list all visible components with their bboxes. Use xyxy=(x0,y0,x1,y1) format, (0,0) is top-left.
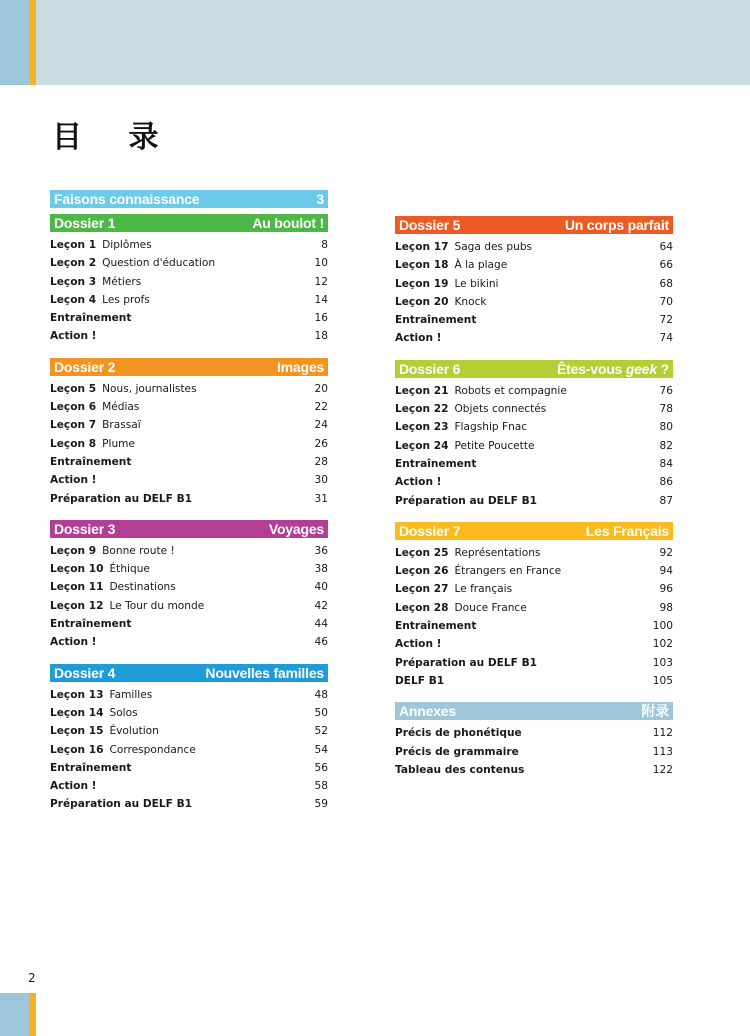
toc-entry[interactable] xyxy=(50,435,328,453)
dossier-theme: Au boulot ! xyxy=(252,215,324,231)
toc-entry-page: 28 xyxy=(314,455,328,468)
toc-entry-title xyxy=(50,236,152,254)
toc-entry-page: 8 xyxy=(321,239,328,251)
toc-entry[interactable] xyxy=(395,635,673,653)
toc-entry[interactable] xyxy=(395,437,673,455)
toc-entry-kind: Leçon 28 xyxy=(395,601,449,614)
toc-entry-title xyxy=(395,275,498,293)
dossier-theme-em: geek xyxy=(625,360,657,377)
toc-entry-page: 102 xyxy=(652,638,673,651)
toc-entry-title xyxy=(395,256,507,274)
toc-entry-kind: Action ! xyxy=(50,330,97,343)
toc-entry-kind: Leçon 27 xyxy=(395,583,449,596)
toc-entry-kind: Entraînement xyxy=(395,314,477,327)
toc-entry-name: Knock xyxy=(454,295,487,308)
toc-entry-name: Objets connectés xyxy=(454,403,547,416)
toc-entry-title xyxy=(50,704,138,722)
toc-entry-page: 54 xyxy=(314,743,328,756)
dossier-label: Dossier 5 xyxy=(399,217,461,233)
toc-entry-page: 44 xyxy=(314,618,328,631)
toc-entry-title xyxy=(395,400,546,418)
toc-rows xyxy=(395,544,673,690)
dossier-label: Dossier 4 xyxy=(54,664,116,681)
toc-entry-name: À la plage xyxy=(454,259,508,272)
toc-entry[interactable] xyxy=(50,380,328,398)
dossier-theme: Voyages xyxy=(268,520,324,537)
dossier-label: Dossier 6 xyxy=(399,360,461,377)
toc-entry-name: Métiers xyxy=(102,275,142,288)
toc-entry-kind: Entraînement xyxy=(50,455,132,468)
toc-entry-page: 92 xyxy=(659,546,673,559)
toc-entry-page: 105 xyxy=(652,674,673,687)
toc-entry-page: 48 xyxy=(314,688,328,701)
toc-entry-title xyxy=(50,380,197,398)
toc-entry-title xyxy=(50,309,131,327)
toc-entry[interactable] xyxy=(395,473,673,491)
toc-entry-title xyxy=(50,254,215,272)
toc-entry-title xyxy=(395,724,522,742)
toc-entry-name: Question d'éducation xyxy=(102,257,216,270)
toc-rows xyxy=(50,542,328,652)
toc-entry-title xyxy=(395,544,540,562)
toc-entry-title xyxy=(395,635,442,653)
toc-entry-page: 98 xyxy=(659,601,673,614)
toc-entry[interactable] xyxy=(395,743,673,761)
top-banner-blue-strip xyxy=(0,0,30,85)
toc-entry[interactable] xyxy=(50,741,328,759)
toc-entry-kind: Leçon 26 xyxy=(395,565,449,578)
toc-entry[interactable] xyxy=(395,599,673,617)
toc-entry-title xyxy=(395,580,512,598)
dossier-label: Dossier 7 xyxy=(399,522,461,539)
toc-entry-kind: Leçon 20 xyxy=(395,295,449,308)
page-title: 目 录 xyxy=(52,120,177,155)
toc-rows xyxy=(395,724,673,779)
toc-entry-title xyxy=(395,382,567,400)
toc-entry-kind: Leçon 24 xyxy=(395,439,449,452)
toc-entry-title xyxy=(50,578,176,596)
toc-rows xyxy=(395,382,673,510)
intro-page: 3 xyxy=(316,191,324,207)
dossier-theme: Images xyxy=(276,358,324,375)
toc-entry-title xyxy=(50,741,196,759)
toc-entry[interactable] xyxy=(50,254,328,272)
toc-entry[interactable] xyxy=(395,562,673,580)
toc-entry[interactable] xyxy=(395,418,673,436)
toc-entry-page: 38 xyxy=(314,563,328,576)
toc-entry-page: 72 xyxy=(659,314,673,327)
dossier-theme xyxy=(557,360,669,378)
toc-entry-kind: Préparation au DELF B1 xyxy=(395,494,538,507)
toc-entry-name: Représentations xyxy=(454,546,541,559)
toc-entry-page: 100 xyxy=(652,620,673,633)
toc-entry[interactable] xyxy=(395,329,673,347)
toc-entry-title xyxy=(50,435,135,453)
toc-entry-page: 22 xyxy=(314,401,328,414)
toc-left-column xyxy=(50,190,328,826)
dossier-section xyxy=(395,216,673,348)
toc-entry-kind: Action ! xyxy=(395,638,442,651)
toc-entry-name: Nous, journalistes xyxy=(102,382,197,395)
toc-entry-kind: Leçon 6 xyxy=(50,401,97,414)
toc-entry[interactable] xyxy=(395,580,673,598)
toc-entry-kind: Leçon 21 xyxy=(395,384,449,397)
toc-entry-kind: Préparation au DELF B1 xyxy=(50,798,193,811)
toc-rows xyxy=(50,236,328,346)
toc-entry-title xyxy=(50,416,141,434)
toc-entry-page: 10 xyxy=(314,257,328,270)
top-banner xyxy=(0,0,750,85)
toc-entry-page: 18 xyxy=(314,330,328,343)
toc-entry-name: Le bikini xyxy=(454,277,499,290)
toc-entry-page: 14 xyxy=(314,293,328,306)
toc-entry[interactable] xyxy=(395,238,673,256)
toc-entry-title xyxy=(395,492,537,510)
toc-entry-name: Étrangers en France xyxy=(454,565,562,578)
toc-entry-page: 36 xyxy=(314,544,328,557)
toc-entry-kind: Entraînement xyxy=(50,761,132,774)
toc-entry[interactable] xyxy=(395,311,673,329)
toc-entry-kind: Leçon 23 xyxy=(395,421,449,434)
toc-entry-page: 76 xyxy=(659,384,673,397)
toc-entry-title xyxy=(50,490,192,508)
toc-entry-page: 52 xyxy=(314,725,328,738)
toc-entry[interactable] xyxy=(50,633,328,651)
toc-entry-page: 26 xyxy=(314,437,328,450)
toc-entry-kind: Leçon 9 xyxy=(50,544,97,557)
toc-entry-page: 31 xyxy=(314,492,328,505)
toc-entry-page: 40 xyxy=(314,581,328,594)
toc-entry-kind: Leçon 7 xyxy=(50,419,97,432)
toc-entry-page: 70 xyxy=(659,295,673,308)
toc-entry-kind: Leçon 10 xyxy=(50,563,104,576)
toc-entry[interactable] xyxy=(50,542,328,560)
intro-section xyxy=(50,190,328,208)
toc-entry[interactable] xyxy=(395,724,673,742)
toc-entry-title xyxy=(50,633,97,651)
toc-entry[interactable] xyxy=(395,544,673,562)
toc-entry-page: 80 xyxy=(659,421,673,434)
dossier-theme-prefix: Êtes-vous xyxy=(557,360,626,377)
dossier-section xyxy=(50,664,328,814)
toc-entry-name: Bonne route ! xyxy=(102,544,175,557)
toc-entry-kind: Leçon 5 xyxy=(50,382,97,395)
dossier-label: Dossier 2 xyxy=(54,358,116,375)
toc-entry-name: Médias xyxy=(102,401,140,414)
toc-entry-kind: Action ! xyxy=(395,332,442,345)
toc-entry[interactable] xyxy=(50,704,328,722)
toc-entry-name: Petite Poucette xyxy=(454,439,535,452)
intro-label: Faisons connaissance xyxy=(54,191,200,207)
toc-entry[interactable] xyxy=(50,560,328,578)
toc-entry-page: 24 xyxy=(314,419,328,432)
toc-entry-kind: Leçon 17 xyxy=(395,241,449,253)
toc-entry-name: Correspondance xyxy=(109,743,196,756)
toc-entry[interactable] xyxy=(50,597,328,615)
toc-entry-page: 66 xyxy=(659,259,673,272)
toc-entry-kind: Leçon 18 xyxy=(395,259,449,272)
bottom-gold-strip xyxy=(30,993,36,1036)
toc-entry[interactable] xyxy=(395,275,673,293)
toc-entry[interactable] xyxy=(50,578,328,596)
toc-entry[interactable] xyxy=(50,777,328,795)
toc-entry-kind: Leçon 13 xyxy=(50,688,104,701)
toc-entry-page: 46 xyxy=(314,636,328,649)
toc-entry[interactable] xyxy=(395,654,673,672)
toc-entry-kind: Précis de grammaire xyxy=(395,745,519,758)
toc-entry[interactable] xyxy=(395,455,673,473)
dossier-section xyxy=(50,520,328,652)
toc-entry-title xyxy=(50,759,131,777)
toc-entry-title xyxy=(50,471,97,489)
toc-entry[interactable] xyxy=(50,795,328,813)
toc-entry-kind: Action ! xyxy=(50,474,97,487)
toc-entry[interactable] xyxy=(50,471,328,489)
bottom-blue-strip xyxy=(0,993,30,1036)
toc-entry-name: Flagship Fnac xyxy=(454,421,528,434)
toc-entry-page: 74 xyxy=(659,332,673,345)
toc-entry-title xyxy=(395,455,476,473)
dossier-header[interactable] xyxy=(395,702,673,720)
toc-entry-page: 94 xyxy=(659,565,673,578)
toc-entry-name: Plume xyxy=(102,437,135,450)
toc-entry-title xyxy=(50,453,131,471)
toc-entry-title xyxy=(50,795,192,813)
toc-entry-name: Le Tour du monde xyxy=(109,599,205,612)
toc-entry-kind: Entraînement xyxy=(395,457,477,470)
toc-entry[interactable] xyxy=(50,759,328,777)
toc-entry-name: Familles xyxy=(109,688,153,701)
toc-entry-page: 112 xyxy=(652,727,673,740)
toc-entry-name: Brassaï xyxy=(102,419,141,432)
toc-entry-name: Le français xyxy=(454,583,513,596)
toc-entry-title xyxy=(50,686,152,704)
toc-entry-page: 103 xyxy=(652,656,673,669)
toc-entry-title xyxy=(50,273,141,291)
toc-entry[interactable] xyxy=(395,382,673,400)
toc-entry-name: Solos xyxy=(109,706,138,719)
dossier-section xyxy=(395,360,673,510)
toc-entry[interactable] xyxy=(50,686,328,704)
toc-entry-page: 64 xyxy=(659,241,673,253)
dossier-header[interactable] xyxy=(50,358,328,376)
toc-entry-page: 84 xyxy=(659,457,673,470)
toc-entry-kind: Préparation au DELF B1 xyxy=(50,492,193,505)
toc-entry-title xyxy=(50,398,139,416)
toc-entry-kind: DELF B1 xyxy=(395,674,445,687)
toc-entry-kind: Entraînement xyxy=(395,620,477,633)
toc-entry-title xyxy=(395,473,442,491)
toc-entry[interactable] xyxy=(395,492,673,510)
dossier-header[interactable] xyxy=(50,214,328,232)
toc-entry-kind: Leçon 8 xyxy=(50,437,97,450)
toc-entry-kind: Action ! xyxy=(395,476,442,489)
toc-entry[interactable] xyxy=(50,453,328,471)
toc-entry[interactable] xyxy=(50,273,328,291)
toc-entry-title xyxy=(50,597,204,615)
dossier-section xyxy=(50,214,328,346)
dossier-label: Dossier 3 xyxy=(54,520,116,537)
toc-entry-page: 96 xyxy=(659,583,673,596)
dossier-section xyxy=(395,522,673,690)
dossier-label: Dossier 1 xyxy=(54,215,116,231)
toc-rows xyxy=(395,238,673,348)
toc-entry-page: 78 xyxy=(659,403,673,416)
dossier-theme: Un corps parfait xyxy=(564,217,669,233)
dossier-header[interactable] xyxy=(395,360,673,378)
toc-entry[interactable] xyxy=(50,615,328,633)
toc-entry-kind: Précis de phonétique xyxy=(395,727,522,740)
toc-entry[interactable] xyxy=(395,400,673,418)
toc-entry-name: Douce France xyxy=(454,601,527,614)
toc-entry-title xyxy=(395,599,527,617)
toc-entry-page: 12 xyxy=(314,275,328,288)
toc-entry[interactable] xyxy=(50,398,328,416)
toc-entry-kind: Entraînement xyxy=(50,312,132,325)
toc-entry-kind: Leçon 12 xyxy=(50,599,104,612)
toc-entry-kind: Entraînement xyxy=(50,618,132,631)
toc-entry-page: 20 xyxy=(314,382,328,395)
toc-entry-title xyxy=(395,562,561,580)
toc-entry-kind: Préparation au DELF B1 xyxy=(395,656,538,669)
toc-entry-page: 122 xyxy=(652,763,673,776)
toc-entry-kind: Leçon 19 xyxy=(395,277,449,290)
toc-entry-kind: Leçon 15 xyxy=(50,725,104,738)
dossier-header[interactable] xyxy=(395,216,673,234)
toc-entry-title xyxy=(395,293,487,311)
toc-entry-name: Éthique xyxy=(109,563,150,576)
toc-entry-title xyxy=(395,672,444,690)
toc-entry-title xyxy=(395,238,532,256)
toc-entry[interactable] xyxy=(395,293,673,311)
toc-entry[interactable] xyxy=(50,416,328,434)
toc-entry-title xyxy=(50,777,97,795)
toc-entry-title xyxy=(395,743,519,761)
dossier-theme-suffix: ? xyxy=(656,360,669,377)
toc-entry-name: Évolution xyxy=(109,725,159,738)
toc-entry-page: 86 xyxy=(659,476,673,489)
toc-rows xyxy=(50,380,328,508)
toc-entry[interactable] xyxy=(50,722,328,740)
toc-entry[interactable] xyxy=(50,236,328,254)
toc-entry-title xyxy=(50,327,97,345)
toc-entry-name: Diplômes xyxy=(102,239,152,251)
toc-entry-page: 113 xyxy=(652,745,673,758)
dossier-section xyxy=(395,702,673,779)
toc-entry-name: Robots et compagnie xyxy=(454,384,567,397)
toc-entry-kind: Leçon 2 xyxy=(50,257,97,270)
toc-entry-kind: Leçon 1 xyxy=(50,239,97,251)
toc-entry-kind: Leçon 4 xyxy=(50,293,97,306)
toc-entry-page: 56 xyxy=(314,761,328,774)
toc-entry[interactable] xyxy=(50,327,328,345)
top-banner-gold-strip xyxy=(30,0,36,85)
dossier-header[interactable] xyxy=(395,522,673,540)
toc-entry[interactable] xyxy=(395,761,673,779)
toc-entry-title xyxy=(395,761,524,779)
intro-header[interactable] xyxy=(50,190,328,208)
toc-entry-kind: Leçon 22 xyxy=(395,403,449,416)
toc-entry-page: 82 xyxy=(659,439,673,452)
dossier-section xyxy=(50,358,328,508)
toc-entry-title xyxy=(395,437,535,455)
page-number: 2 xyxy=(28,971,36,985)
toc-entry-kind: Leçon 25 xyxy=(395,546,449,559)
toc-entry-page: 87 xyxy=(659,494,673,507)
toc-entry-title xyxy=(50,291,150,309)
toc-entry-page: 58 xyxy=(314,780,328,793)
toc-entry-name: Saga des pubs xyxy=(454,241,533,253)
dossier-header[interactable] xyxy=(50,520,328,538)
dossier-label: Annexes xyxy=(399,703,456,720)
toc-entry[interactable] xyxy=(50,490,328,508)
toc-rows xyxy=(50,686,328,814)
toc-entry[interactable] xyxy=(395,617,673,635)
toc-entry-page: 42 xyxy=(314,599,328,612)
toc-entry-kind: Tableau des contenus xyxy=(395,763,525,776)
toc-entry[interactable] xyxy=(395,672,673,690)
toc-entry-page: 30 xyxy=(314,474,328,487)
toc-entry-kind: Leçon 3 xyxy=(50,275,97,288)
toc-entry[interactable] xyxy=(50,309,328,327)
dossier-theme: Nouvelles familles xyxy=(205,664,324,681)
toc-entry-title xyxy=(395,617,476,635)
toc-entry-kind: Leçon 11 xyxy=(50,581,104,594)
toc-entry-title xyxy=(395,329,442,347)
toc-entry-kind: Action ! xyxy=(50,636,97,649)
toc-entry-page: 59 xyxy=(314,798,328,811)
toc-entry-page: 50 xyxy=(314,706,328,719)
toc-entry-title xyxy=(395,311,476,329)
dossier-theme: 附录 xyxy=(641,703,669,720)
dossier-theme: Les Français xyxy=(585,522,669,539)
toc-entry-title xyxy=(50,560,150,578)
toc-entry-kind: Action ! xyxy=(50,780,97,793)
toc-entry[interactable] xyxy=(50,291,328,309)
toc-entry-kind: Leçon 14 xyxy=(50,706,104,719)
toc-entry[interactable] xyxy=(395,256,673,274)
toc-entry-title xyxy=(395,418,527,436)
toc-entry-title xyxy=(50,542,175,560)
toc-right-column xyxy=(395,216,673,791)
toc-entry-kind: Leçon 16 xyxy=(50,743,104,756)
toc-entry-title xyxy=(395,654,537,672)
toc-entry-name: Destinations xyxy=(109,581,176,594)
toc-entry-title xyxy=(50,722,159,740)
toc-entry-name: Les profs xyxy=(102,293,150,306)
dossier-header[interactable] xyxy=(50,664,328,682)
toc-entry-page: 68 xyxy=(659,277,673,290)
toc-entry-page: 16 xyxy=(314,312,328,325)
toc-entry-title xyxy=(50,615,131,633)
